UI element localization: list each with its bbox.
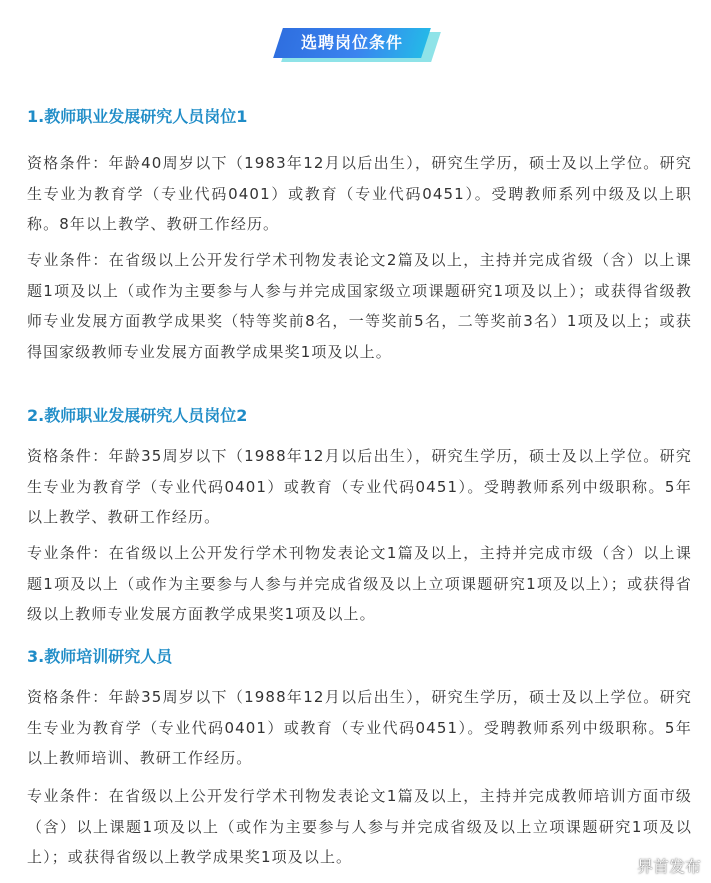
section-3-qualification: 资格条件：年龄35周岁以下（1988年12月以后出生），研究生学历，硕士及以上学位。研究生专业为教育学（专业代码0401）或教育（专业代码0451）。受聘教师系列中级职称。5年以上教师培训、教研工作经历。 bbox=[27, 688, 692, 767]
section-1-professional: 专业条件：在省级以上公开发行学术刊物发表论文2篇及以上，主持并完成省级（含）以上课题1项及以上（或作为主要参与人参与并完成国家级立项课题研究1项及以上）；或获得省级教师专业发展方面教学成果奖（特等奖前8名，一等奖前5名，二等奖前3名）1项及以上；或获得国家级教师专业发展方面教学成果奖1项及以上。 bbox=[27, 251, 692, 361]
watermark bbox=[611, 854, 701, 877]
section-banner bbox=[0, 28, 711, 62]
section-3-professional: 专业条件：在省级以上公开发行学术刊物发表论文1篇及以上，主持并完成教师培训方面市级（含）以上课题1项及以上（或作为主要参与人参与并完成省级及以上立项课题研究1项及以上）；或获得省级以上教学成果奖1项及以上。 bbox=[27, 787, 692, 866]
weibo-icon bbox=[611, 857, 633, 875]
watermark-text: 界首发布 bbox=[636, 857, 701, 876]
section-title-1: 1.教师职业发展研究人员岗位1 bbox=[27, 107, 248, 126]
section-2-qualification: 资格条件：年龄35周岁以下（1988年12月以后出生），研究生学历，硕士及以上学位。研究生专业为教育学（专业代码0401）或教育（专业代码0451）。受聘教师系列中级职称。5年以上教学、教研工作经历。 bbox=[27, 447, 692, 526]
section-2-professional: 专业条件：在省级以上公开发行学术刊物发表论文1篇及以上，主持并完成市级（含）以上课题1项及以上（或作为主要参与人参与并完成省级及以上立项课题研究1项及以上）；或获得省级以上教师专业发展方面教学成果奖1项及以上。 bbox=[27, 544, 692, 623]
section-title-2: 2.教师职业发展研究人员岗位2 bbox=[27, 406, 248, 425]
section-1-qualification: 资格条件：年龄40周岁以下（1983年12月以后出生），研究生学历，硕士及以上学位。研究生专业为教育学（专业代码0401）或教育（专业代码0451）。受聘教师系列中级及以上职称。8年以上教学、教研工作经历。 bbox=[27, 154, 692, 233]
banner-title: 选聘岗位条件 bbox=[300, 33, 403, 52]
banner-badge bbox=[278, 28, 434, 60]
section-title-3: 3.教师培训研究人员 bbox=[27, 647, 173, 666]
